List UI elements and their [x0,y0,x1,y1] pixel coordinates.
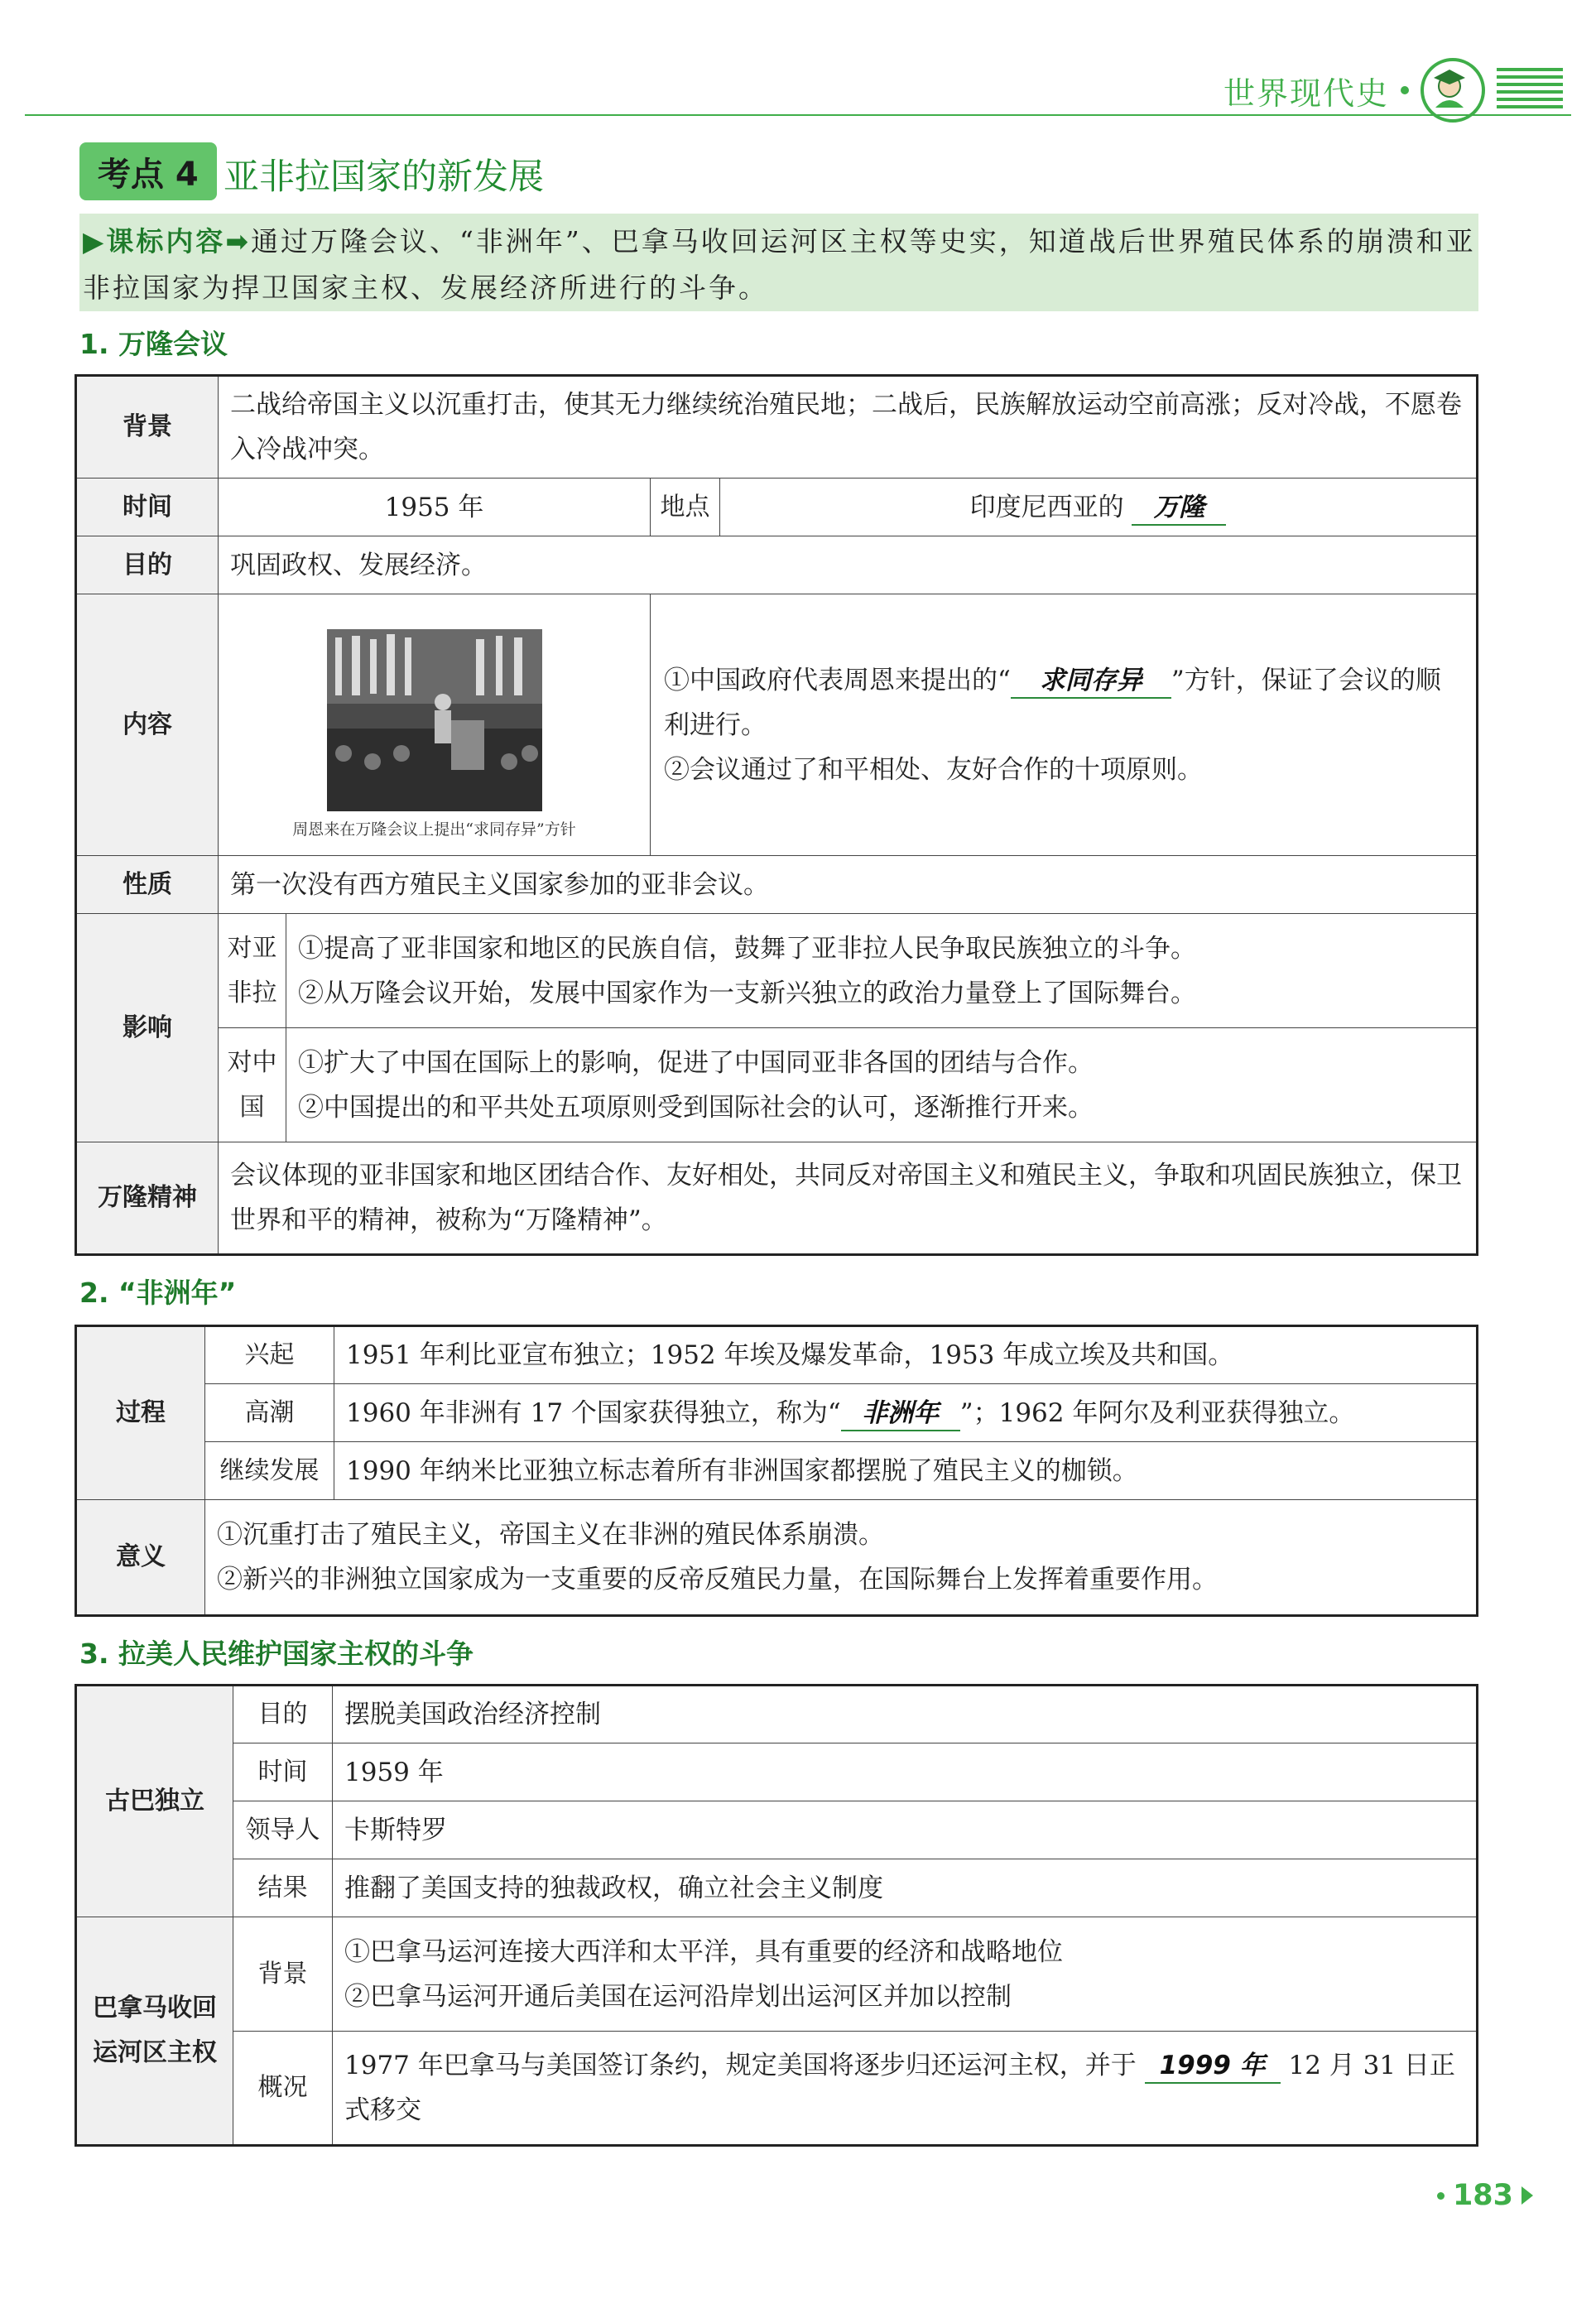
content-1-post: ”方针，保证了会议的顺利进行。 [664,665,1441,740]
row-header: 背景 [76,376,219,479]
cell: 卡斯特罗 [333,1801,1478,1859]
table-row [76,1500,1478,1616]
table-row [76,1326,1478,1384]
table-row [76,1686,1478,1743]
photo-cell [219,594,651,856]
subsection-title-africa: 2. “非洲年” [79,1277,237,1309]
peak-post: ”；1962 年阿尔及利亚获得独立。 [959,1397,1355,1428]
row-header: 时间 [76,479,219,536]
table-row [76,856,1478,914]
next-arrow-icon [1521,2186,1533,2205]
cell: 巩固政权、发展经济。 [219,536,1478,594]
row-header: 过程 [76,1326,205,1500]
table-row [76,1743,1478,1801]
sub-header [219,914,286,1028]
header-rule [25,114,1571,116]
overview-post: 12 月 31 日正式移交 [344,2051,1455,2125]
table-row [76,376,1478,479]
content-item-2: ②会议通过了和平相处、友好合作的十项原则。 [664,754,1203,785]
header-title: 世界现代史 [1223,75,1389,112]
answer-blank: 1999 年 [1145,2049,1281,2084]
africa-table [75,1325,1478,1617]
sub-header: 地点 [651,479,720,536]
cell [334,1384,1478,1442]
photo-caption: 周恩来在万隆会议上提出“求同存异”方针 [292,820,576,839]
row-header: 目的 [76,536,219,594]
cell: 推翻了美国支持的独裁政权，确立社会主义制度 [333,1859,1478,1917]
cell: 二战给帝国主义以沉重打击，使其无力继续统治殖民地；二战后，民族解放运动空前高涨；反对冷战，不愿卷入冷战冲突。 [219,376,1478,479]
standard-arrow-icon: ▶ [83,225,107,257]
row-header: 意义 [76,1500,205,1616]
student-icon [1421,58,1485,123]
cell: 1955 年 [219,479,651,536]
sub-header: 概况 [233,2032,333,2146]
standard-text [83,219,1482,311]
table-row [76,1028,1478,1142]
content-cell [651,594,1478,856]
cell: 摆脱美国政治经济控制 [333,1686,1478,1743]
table-row [76,536,1478,594]
answer-blank: 万隆 [1132,491,1226,526]
row-header: 性质 [76,856,219,914]
sub-header-line: 非拉 [227,978,277,1008]
table-row [76,1384,1478,1442]
page-number [1437,2179,1533,2212]
section-title: 亚非拉国家的新发展 [224,156,544,198]
sub-header: 高潮 [205,1384,334,1442]
cell: 会议体现的亚非国家和地区团结合作、友好相处，共同反对帝国主义和殖民主义，争取和巩固民族独立，保卫世界和平的精神，被称为“万隆精神”。 [219,1142,1478,1255]
row-header: 古巴独立 [76,1686,233,1917]
table-row [76,1801,1478,1859]
peak-pre: 1960 年非洲有 17 个国家获得独立，称为“ [346,1397,841,1428]
row-header: 影响 [76,914,219,1142]
table-row [76,1917,1478,2032]
answer-blank: 非洲年 [841,1397,960,1431]
bg-item: ②巴拿马运河开通后美国在运河沿岸划出运河区并加以控制 [344,1981,1012,2012]
sub-header: 领导人 [233,1801,333,1859]
sub-header: 结果 [233,1859,333,1917]
sub-header: 兴起 [205,1326,334,1384]
impact-item: ②中国提出的和平共处五项原则受到国际社会的认可，逐渐推行开来。 [298,1092,1094,1123]
content-1-pre: ①中国政府代表周恩来提出的“ [664,665,1011,695]
cell [205,1500,1478,1616]
table-row [76,1859,1478,1917]
standard-right-arrow-icon: ➡ [225,225,252,257]
table-row [76,1142,1478,1255]
cell [720,479,1478,536]
subsection-title-latam: 3. 拉美人民维护国家主权的斗争 [79,1638,474,1670]
content-item-1 [664,658,1463,748]
section-badge: 考点 4 [79,142,217,200]
sub-header: 目的 [233,1686,333,1743]
bg-item: ①巴拿马运河连接大西洋和太平洋，具有重要的经济和战略地位 [344,1936,1063,1967]
cell [286,1028,1478,1142]
standard-content: 通过万隆会议、“非洲年”、巴拿马收回运河区主权等史实，知道战后世界殖民体系的崩溃和亚非拉国家为捍卫国家主权、发展经济所进行的斗争。 [83,225,1476,304]
cell: 1951 年利比亚宣布独立；1952 年埃及爆发革命，1953 年成立埃及共和国。 [334,1326,1478,1384]
row-header: 万隆精神 [76,1142,219,1255]
sub-header: 继续发展 [205,1442,334,1500]
header-stripes [1497,68,1563,113]
page-dot [1437,2192,1445,2200]
table-row [76,594,1478,856]
place-prefix: 印度尼西亚的 [969,492,1124,522]
sub-header: 对中国 [219,1028,286,1142]
answer-blank: 求同存异 [1011,664,1171,699]
overview-pre: 1977 年巴拿马与美国签订条约，规定美国将逐步归还运河主权，并于 [344,2051,1137,2080]
table-row [76,1442,1478,1500]
bandung-conference-photo [327,629,542,811]
impact-item: ②从万隆会议开始，发展中国家作为一支新兴独立的政治力量登上了国际舞台。 [298,978,1196,1008]
table-row [76,914,1478,1028]
row-header-line: 运河区主权 [93,2038,217,2067]
row-header [76,1917,233,2146]
sub-header: 时间 [233,1743,333,1801]
cell: 1959 年 [333,1743,1478,1801]
cell: 1990 年纳米比亚独立标志着所有非洲国家都摆脱了殖民主义的枷锁。 [334,1442,1478,1500]
header-dot [1401,86,1409,94]
page-header [1223,58,1563,123]
cell [333,2032,1478,2146]
impact-item: ①扩大了中国在国际上的影响，促进了中国同亚非各国的团结与合作。 [298,1047,1094,1078]
bandung-table [75,374,1478,1256]
subsection-title-bandung: 1. 万隆会议 [79,328,228,360]
row-header: 内容 [76,594,219,856]
cell [333,1917,1478,2032]
page-number-text: 183 [1452,2179,1513,2212]
latam-table [75,1684,1478,2147]
meaning-item: ①沉重打击了殖民主义，帝国主义在非洲的殖民体系崩溃。 [217,1520,884,1550]
row-header-line: 巴拿马收回 [93,1994,217,2022]
table-row [76,479,1478,536]
cell [286,914,1478,1028]
cell: 第一次没有西方殖民主义国家参加的亚非会议。 [219,856,1478,914]
sub-header: 背景 [233,1917,333,2032]
sub-header-line: 对亚 [227,933,277,963]
impact-item: ①提高了亚非国家和地区的民族自信，鼓舞了亚非拉人民争取民族独立的斗争。 [298,933,1196,964]
meaning-item: ②新兴的非洲独立国家成为一支重要的反帝反殖民力量，在国际舞台上发挥着重要作用。 [217,1565,1218,1594]
table-row [76,2032,1478,2146]
standard-label: 课标内容 [106,225,226,257]
